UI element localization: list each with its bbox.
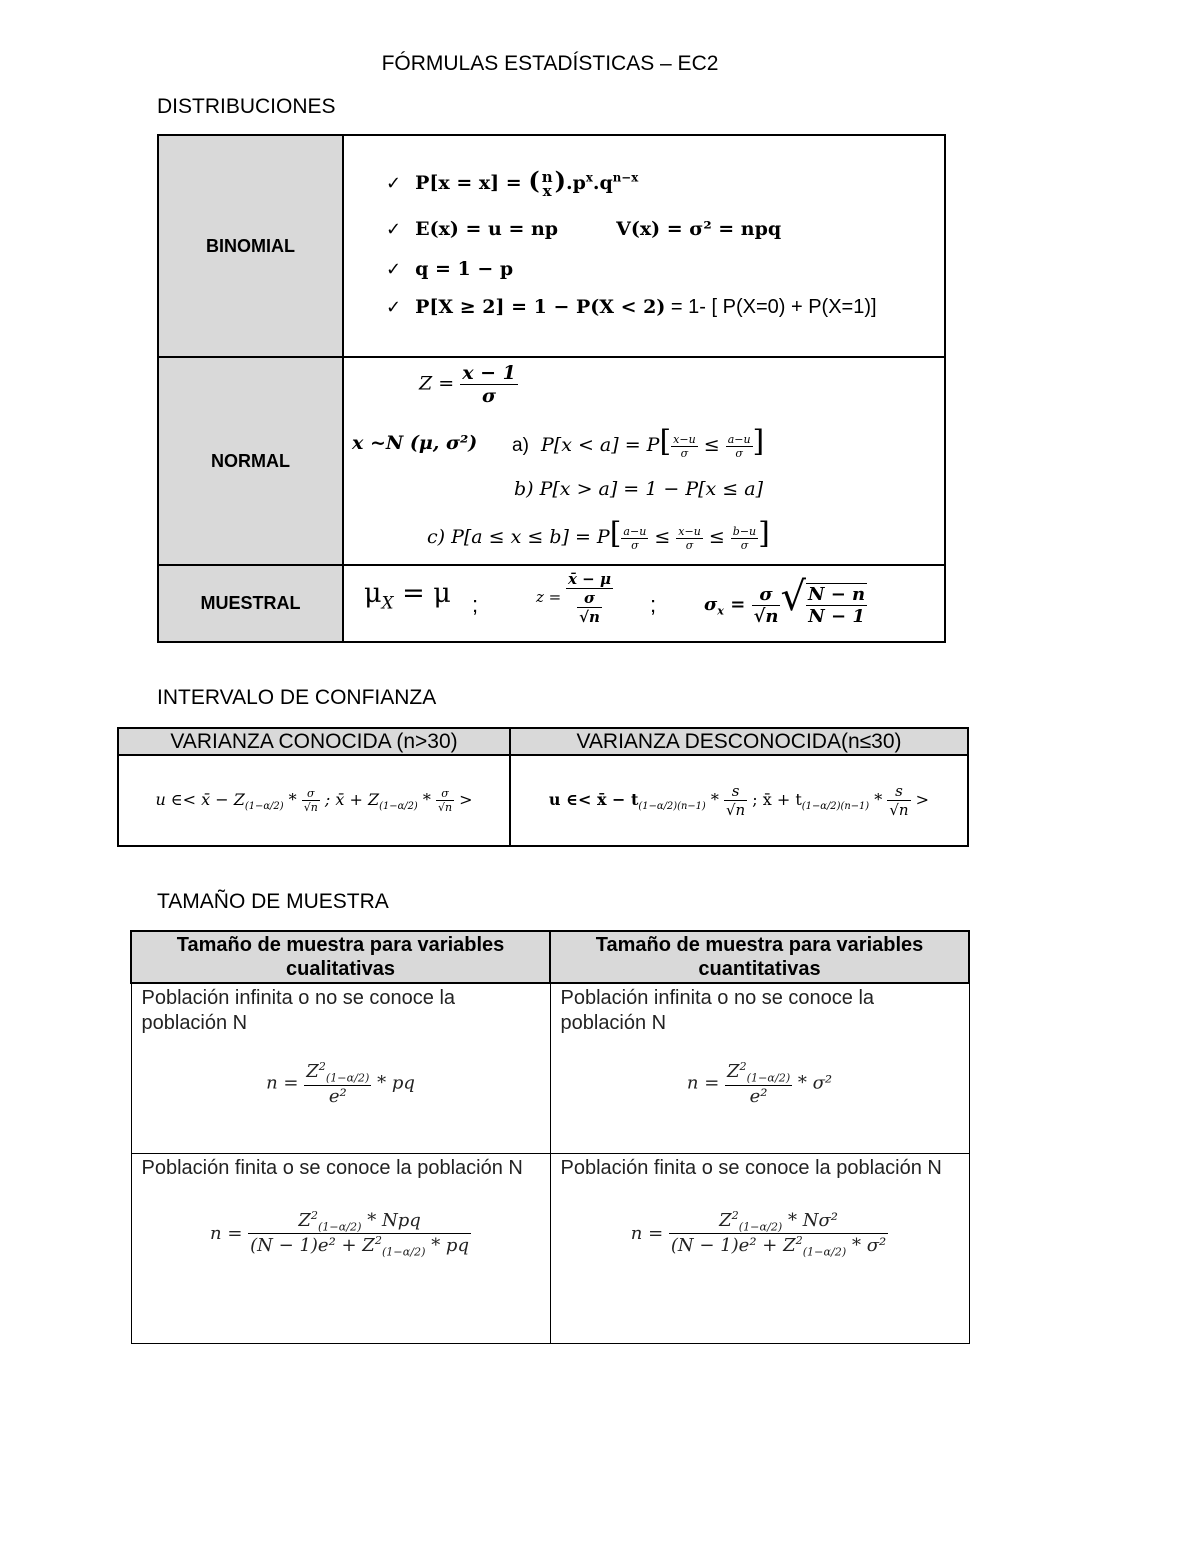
binomial-mean-variance: ✓ E(x) = u = np V(x) = σ² = npq [386,218,782,240]
poblacion-finita-text: Población finita o se conoce la población N [560,1156,942,1179]
distribuciones-table [157,134,946,643]
muestral-std-error: $\sigma_x$ = $\frac{\sigma}{√n}$ √ $\frac{N - n}{N - 1}$ [704,574,866,627]
normal-case-b: b) P[x > a] = 1 − P[x ≤ a] [514,478,764,500]
cuantitativas-infinita-cell [550,983,969,1153]
check-icon: ✓ [386,297,402,318]
header-varianza-desconocida: VARIANZA DESCONOCIDA(n≤30) [510,728,968,755]
muestral-mean: $\mu_X = \mu$ [364,578,451,613]
muestral-label: MUESTRAL [158,565,343,642]
normal-label: NORMAL [158,357,343,565]
tamano-table [130,930,970,1344]
header-cuantitativas: Tamaño de muestra para variables cuantitativas [550,931,969,983]
binomial-label: BINOMIAL [158,135,343,357]
tamano-infinita-row [131,983,969,1153]
intervalo-formula-row [118,755,968,846]
binomial-prob-ge2: ✓ P[X ≥ 2] = 1 − P(X < 2) = 1- [ P(X=0) + P(X=1)] [386,296,877,318]
cuantitativas-finita-cell [550,1153,969,1343]
check-icon: ✓ [386,219,402,240]
header-varianza-conocida: VARIANZA CONOCIDA (n>30) [118,728,510,755]
normal-distribution: x ~N (μ, σ²) [352,432,478,454]
poblacion-infinita-text: Población infinita o no se conoce la población N [560,987,875,1034]
muestral-z: z = $\frac{x̄ - \mu}{\frac{\sigma}{√n}}$ [536,570,611,626]
intervalo-conocida-formula: u ∈< x̄ − $Z_{(1-\alpha/2)}$ * $\frac{\sigma}{√n}$ ; x̄ + $Z_{(1-\alpha/2)}$ * $\frac{\sigma}{√n}$ > [118,755,510,846]
check-icon: ✓ [386,259,402,280]
normal-formulas [343,357,945,565]
normal-row [158,357,945,565]
poblacion-finita-text: Población finita o se conoce la población N [141,1156,523,1179]
muestral-separator: ; [650,592,657,617]
check-icon: ✓ [386,173,402,194]
intervalo-header-row [118,728,968,755]
cualitativas-infinita-cell [131,983,550,1153]
normal-case-a: a) P[x < a] = P[ $\frac{x-u}{\sigma}$ ≤ $\frac{a-u}{\sigma}$ ] [512,424,765,460]
section-tamano: TAMAÑO DE MUESTRA [157,890,389,913]
binomial-row [158,135,945,357]
section-intervalo: INTERVALO DE CONFIANZA [157,686,437,709]
binomial-q: ✓ q = 1 − p [386,258,514,280]
intervalo-desconocida-formula: u ∈< x̄ − $t_{(1-\alpha/2)(n-1)}$ * $\frac{s}{√n}$ ; x̄ + $t_{(1-\alpha/2)(n-1)}$ * $\frac{s}{√n}$ > [510,755,968,846]
muestral-formulas [343,565,945,642]
n-finita-cualitativa: n = $\frac{Z^2_{(1-\alpha/2)} * Npq}{(N - 1)e^2 + Z^2_{(1-\alpha/2)} * pq}$ [210,1208,469,1259]
page-title: FÓRMULAS ESTADÍSTICAS – EC2 [381,52,719,75]
normal-z-formula: Z = $\frac{x - 1}{\sigma}$ [419,362,516,407]
cualitativas-finita-cell [131,1153,550,1343]
header-cualitativas: Tamaño de muestra para variables cualitativas [131,931,550,983]
n-infinita-cuantitativa: n = $\frac{Z^2_{(1-\alpha/2)}}{\text{e²}}$ * σ² [686,1060,833,1107]
tamano-header-row [131,931,969,983]
intervalo-table [117,727,969,847]
poblacion-infinita-text: Población infinita o no se conoce la población N [141,987,456,1034]
binomial-formulas [343,135,945,357]
muestral-row [158,565,945,642]
n-infinita-cualitativa: n = $\frac{Z^2_{(1-\alpha/2)}}{\text{e²}}$ * pq [266,1060,415,1107]
n-finita-cuantitativa: n = $\frac{Z^2_{(1-\alpha/2)} * N\sigma^2}{(N - 1)e^2 + Z^2_{(1-\alpha/2)} * \sigma^2}$ [630,1208,887,1259]
section-distribuciones: DISTRIBUCIONES [157,95,336,118]
binomial-pmf: ✓ P[x = x] = ( n x )$.p^x.q^{n-x}$ [386,166,639,200]
tamano-finita-row [131,1153,969,1343]
normal-case-c: c) P[a ≤ x ≤ b] = P[ $\frac{a-u}{\sigma}$ ≤ $\frac{x-u}{\sigma}$ ≤ $\frac{b-u}{\sigma}$ ] [427,516,770,552]
muestral-separator: ; [472,592,479,617]
